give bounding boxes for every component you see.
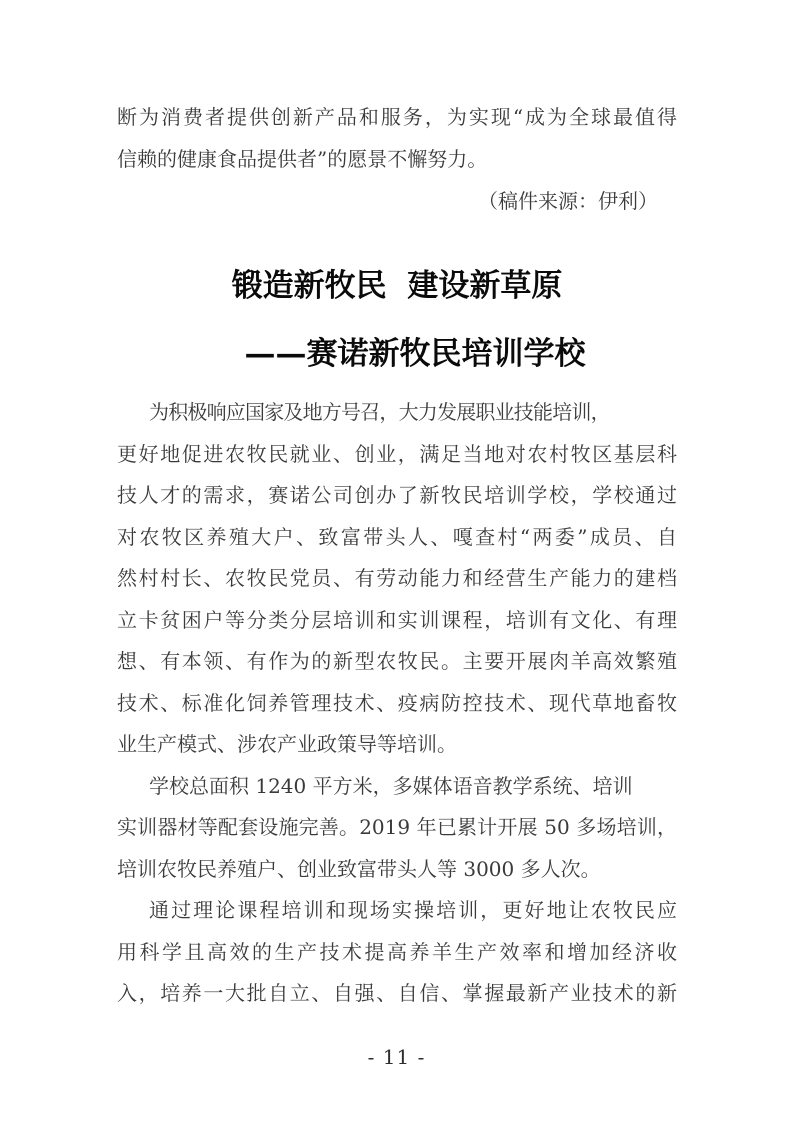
intro-line: 断为消费者提供创新产品和服务，为实现“成为全球最值得 xyxy=(117,105,677,129)
article-body xyxy=(117,392,677,1015)
paragraph-line: 学校总面积 1240 平方米，多媒体语音教学系统、培训 xyxy=(149,773,633,798)
paragraph-line: 入，培养一大批自立、自强、自信、掌握最新产业技术的新 xyxy=(117,981,677,1005)
page-content xyxy=(117,96,677,1015)
paragraph xyxy=(117,890,677,1015)
paragraph-line: 然村村长、农牧民党员、有劳动能力和经营生产能力的建档 xyxy=(117,566,677,590)
article-title: 锻造新牧民 建设新草原 xyxy=(231,268,563,304)
paragraph-line: 实训器材等配套设施完善。2019 年已累计开展 50 多场培训， xyxy=(117,815,677,839)
paragraph-line: 更好地促进农牧民就业、创业，满足当地对农村牧区基层科 xyxy=(117,441,677,466)
paragraph-line: 培训农牧民养殖户、创业致富带头人等 3000 多人次。 xyxy=(117,856,601,881)
paragraph-line: 技术、标准化饲养管理技术、疫病防控技术、现代草地畜牧 xyxy=(117,690,677,715)
paragraph-line: 技人才的需求，赛诺公司创办了新牧民培训学校，学校通过 xyxy=(117,483,677,507)
paragraph-line: 想、有本领、有作为的新型农牧民。主要开展肉羊高效繁殖 xyxy=(117,649,677,673)
source-attribution: （稿件来源：伊利） xyxy=(478,189,658,213)
intro-line: 信赖的健康食品提供者”的愿景不懈努力。 xyxy=(117,147,488,171)
paragraph-line: 业生产模式、涉农产业政策导等培训。 xyxy=(117,732,457,756)
paragraph-line: 通过理论课程培训和现场实操培训，更好地让农牧民应 xyxy=(149,898,677,922)
paragraph-line: 对农牧区养殖大户、致富带头人、嘎查村“两委”成员、自 xyxy=(117,524,677,549)
paragraph-line: 为积极响应国家及地方号召，大力发展职业技能培训， xyxy=(149,400,610,424)
paragraph xyxy=(117,766,677,891)
paragraph-line: 用科学且高效的生产技术提高养羊生产效率和增加经济收 xyxy=(117,939,677,964)
paragraph-line: 立卡贫困户等分类分层培训和实训课程，培训有文化、有理 xyxy=(117,607,677,632)
paragraph xyxy=(117,392,677,766)
article-subtitle: ——赛诺新牧民培训学校 xyxy=(244,336,586,372)
page-number: - 11 - xyxy=(367,1045,426,1069)
